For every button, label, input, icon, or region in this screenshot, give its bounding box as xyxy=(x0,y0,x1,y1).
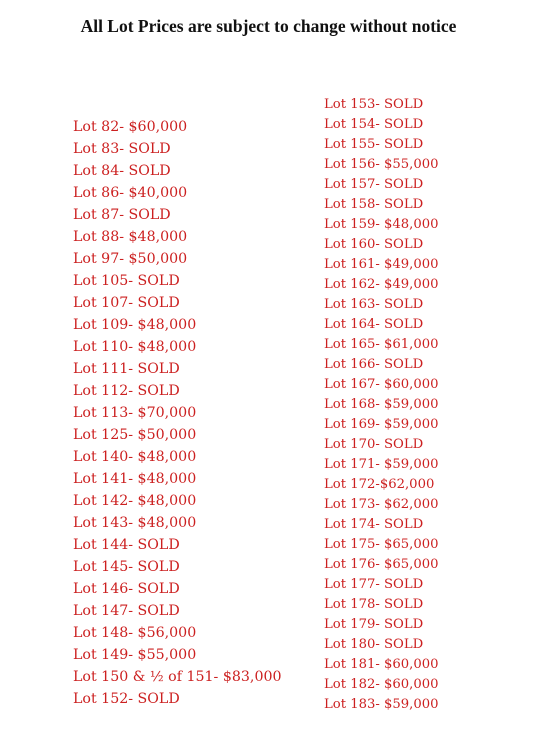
lot-item: Lot 107- SOLD xyxy=(73,295,180,311)
lot-list-left xyxy=(73,116,282,710)
lot-item: Lot 157- SOLD xyxy=(324,177,424,192)
lot-item: Lot 125- $50,000 xyxy=(73,427,197,443)
lot-item: Lot 155- SOLD xyxy=(324,137,424,152)
lot-item: Lot 143- $48,000 xyxy=(73,515,197,531)
lot-item: Lot 110- $48,000 xyxy=(73,339,197,355)
lot-item: Lot 177- SOLD xyxy=(324,577,424,592)
lot-item: Lot 152- SOLD xyxy=(73,691,180,707)
lot-item: Lot 105- SOLD xyxy=(73,273,180,289)
lot-item: Lot 178- SOLD xyxy=(324,597,424,612)
lot-item: Lot 168- $59,000 xyxy=(324,397,439,412)
lot-item: Lot 82- $60,000 xyxy=(73,119,188,135)
lot-item: Lot 109- $48,000 xyxy=(73,317,197,333)
lot-item: Lot 149- $55,000 xyxy=(73,647,197,663)
lot-item: Lot 169- $59,000 xyxy=(324,417,439,432)
lot-item: Lot 163- SOLD xyxy=(324,297,424,312)
lot-item: Lot 180- SOLD xyxy=(324,637,424,652)
lot-item: Lot 165- $61,000 xyxy=(324,337,439,352)
lot-item: Lot 159- $48,000 xyxy=(324,217,439,232)
lot-item: Lot 166- SOLD xyxy=(324,357,424,372)
lot-item: Lot 147- SOLD xyxy=(73,603,180,619)
lot-item: Lot 97- $50,000 xyxy=(73,251,188,267)
lot-item: Lot 156- $55,000 xyxy=(324,157,439,172)
lot-item: Lot 176- $65,000 xyxy=(324,557,439,572)
lot-item: Lot 179- SOLD xyxy=(324,617,424,632)
lot-item: Lot 153- SOLD xyxy=(324,97,424,112)
lot-item: Lot 167- $60,000 xyxy=(324,377,439,392)
lot-item: Lot 86- $40,000 xyxy=(73,185,188,201)
lot-item: Lot 84- SOLD xyxy=(73,163,171,179)
lot-item: Lot 146- SOLD xyxy=(73,581,180,597)
lot-item: Lot 148- $56,000 xyxy=(73,625,197,641)
lot-item: Lot 182- $60,000 xyxy=(324,677,439,692)
lot-item: Lot 171- $59,000 xyxy=(324,457,439,472)
lot-item: Lot 83- SOLD xyxy=(73,141,171,157)
lot-item: Lot 142- $48,000 xyxy=(73,493,197,509)
lot-item: Lot 181- $60,000 xyxy=(324,657,439,672)
lot-item: Lot 183- $59,000 xyxy=(324,697,439,712)
lot-item: Lot 144- SOLD xyxy=(73,537,180,553)
lot-item: Lot 154- SOLD xyxy=(324,117,424,132)
lot-item: Lot 172-$62,000 xyxy=(324,477,435,492)
lot-item: Lot 160- SOLD xyxy=(324,237,424,252)
lot-item: Lot 150 & ½ of 151- $83,000 xyxy=(73,669,282,685)
lot-item: Lot 112- SOLD xyxy=(73,383,180,399)
lot-item: Lot 111- SOLD xyxy=(73,361,180,377)
page-title: All Lot Prices are subject to change without notice xyxy=(80,16,457,36)
lot-item: Lot 141- $48,000 xyxy=(73,471,197,487)
lot-item: Lot 175- $65,000 xyxy=(324,537,439,552)
lot-item: Lot 145- SOLD xyxy=(73,559,180,575)
lot-item: Lot 174- SOLD xyxy=(324,517,424,532)
lot-item: Lot 140- $48,000 xyxy=(73,449,197,465)
lot-list-right xyxy=(324,95,439,715)
lot-item: Lot 88- $48,000 xyxy=(73,229,188,245)
lot-item: Lot 170- SOLD xyxy=(324,437,424,452)
lot-item: Lot 161- $49,000 xyxy=(324,257,439,272)
lot-item: Lot 164- SOLD xyxy=(324,317,424,332)
lot-item: Lot 162- $49,000 xyxy=(324,277,439,292)
lot-item: Lot 173- $62,000 xyxy=(324,497,439,512)
lot-item: Lot 158- SOLD xyxy=(324,197,424,212)
lot-item: Lot 87- SOLD xyxy=(73,207,171,223)
lot-item: Lot 113- $70,000 xyxy=(73,405,197,421)
